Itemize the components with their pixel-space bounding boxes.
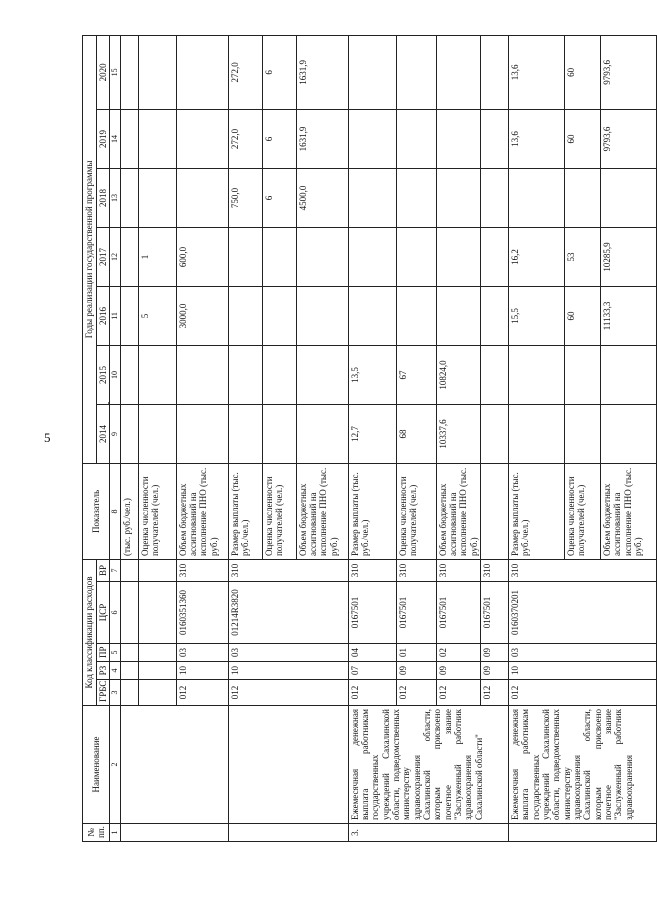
code-vr: 310 [396, 559, 436, 581]
row-number [228, 824, 348, 842]
code-rz [138, 662, 176, 680]
indicator-cell: Размер выплаты (тыс. руб./чел.) [348, 463, 396, 559]
indicator-cell [480, 463, 508, 559]
year-value-cell: 12,7 [348, 404, 396, 463]
year-value-cell [480, 109, 508, 168]
year-value-cell [262, 227, 296, 286]
row-name [120, 706, 228, 824]
year-value-cell [296, 286, 348, 345]
column-index: 7 [110, 559, 120, 581]
year-value-cell [348, 168, 396, 227]
table-row [508, 35, 564, 841]
year-value-cell [508, 404, 564, 463]
code-rz: 09 [480, 662, 508, 680]
year-value-cell [600, 404, 656, 463]
row-name [228, 706, 348, 824]
indicator-cell: Объем бюджетных ассигнований на исполнение ПНО (тыс. руб.) [176, 463, 228, 559]
program-table [82, 35, 657, 842]
code-vr: 310 [436, 559, 480, 581]
column-index: 12 [110, 227, 120, 286]
code-csr [138, 582, 176, 644]
year-value-cell: 6 [262, 35, 296, 109]
code-vr [120, 559, 138, 581]
code-pr: 04 [348, 644, 396, 662]
column-index: 15 [110, 35, 120, 109]
year-value-cell [296, 404, 348, 463]
year-value-cell: 16,2 [508, 227, 564, 286]
year-value-cell [120, 404, 138, 463]
column-index: 14 [110, 109, 120, 168]
year-value-cell: 6 [262, 109, 296, 168]
header-year: 2015 [97, 345, 110, 404]
year-value-cell: 13,6 [508, 109, 564, 168]
code-pr: 03 [176, 644, 228, 662]
code-grbs: 012 [396, 680, 436, 706]
header-pr: ПР [97, 644, 110, 662]
code-rz: 10 [176, 662, 228, 680]
year-value-cell: 10337,6 [436, 404, 480, 463]
column-index: 1 [110, 824, 120, 842]
year-value-cell [564, 168, 600, 227]
year-value-cell [120, 168, 138, 227]
year-value-cell: 60 [564, 35, 600, 109]
year-value-cell [396, 35, 436, 109]
year-value-cell [396, 168, 436, 227]
code-csr: 01214R3820 [228, 582, 348, 644]
year-value-cell [396, 109, 436, 168]
year-value-cell [508, 168, 564, 227]
year-value-cell: 11133,3 [600, 286, 656, 345]
column-index: 10 [110, 345, 120, 404]
code-csr: 0167501 [436, 582, 480, 644]
code-pr: 03 [508, 644, 656, 662]
year-value-cell [480, 227, 508, 286]
year-value-cell [396, 227, 436, 286]
year-value-cell [176, 404, 228, 463]
year-value-cell [262, 404, 296, 463]
code-rz [120, 662, 138, 680]
code-grbs: 012 [348, 680, 396, 706]
code-vr: 310 [176, 559, 228, 581]
row-number: 3. [348, 824, 508, 842]
indicator-cell: Оценка численности получателей (чел.) [564, 463, 600, 559]
year-value-cell [508, 345, 564, 404]
year-value-cell: 10824,0 [436, 345, 480, 404]
year-value-cell [138, 35, 176, 109]
year-value-cell: 750,0 [228, 168, 262, 227]
code-csr [120, 582, 138, 644]
year-value-cell [176, 168, 228, 227]
year-value-cell: 13,5 [348, 345, 396, 404]
indicator-cell: Размер выплаты (тыс. руб./чел.) [228, 463, 262, 559]
year-value-cell [138, 109, 176, 168]
year-value-cell: 272,0 [228, 109, 262, 168]
code-grbs: 012 [480, 680, 508, 706]
code-grbs: 012 [176, 680, 228, 706]
code-rz: 07 [348, 662, 396, 680]
year-value-cell: 1631,9 [296, 35, 348, 109]
code-csr: 0160351360 [176, 582, 228, 644]
year-value-cell [436, 168, 480, 227]
indicator-cell: Оценка численности получателей (чел.) [138, 463, 176, 559]
row-name: Ежемесячная денежная выплата работникам государственных учреждений Сахалинской области, подведомственных министерству здравоохранения Сахалинской области, которым присвоено почетное звание "Заслуженный работник здравоохранения [508, 706, 656, 824]
code-pr: 02 [436, 644, 480, 662]
table-row [348, 35, 396, 841]
code-vr: 310 [228, 559, 348, 581]
code-vr [138, 559, 176, 581]
code-vr: 310 [348, 559, 396, 581]
year-value-cell [600, 345, 656, 404]
year-value-cell [480, 35, 508, 109]
year-value-cell [120, 345, 138, 404]
rotated-table-wrapper [82, 36, 642, 842]
table-body [120, 35, 656, 841]
indicator-cell: Оценка численности получателей (чел.) [396, 463, 436, 559]
header-year: 2018 [97, 168, 110, 227]
header-year: 2014 [97, 404, 110, 463]
header-year: 2020 [97, 35, 110, 109]
indicator-cell: Оценка численности получателей (чел.) [262, 463, 296, 559]
code-rz: 10 [228, 662, 348, 680]
code-grbs: 012 [436, 680, 480, 706]
year-value-cell: 9793,6 [600, 109, 656, 168]
column-index: 2 [110, 706, 120, 824]
year-value-cell: 60 [564, 109, 600, 168]
header-code-group: Код классификации расходов [83, 559, 97, 705]
column-index: 5 [110, 644, 120, 662]
year-value-cell [436, 286, 480, 345]
column-index: 6 [110, 582, 120, 644]
code-pr [120, 644, 138, 662]
code-rz: 09 [396, 662, 436, 680]
year-value-cell [348, 286, 396, 345]
code-pr [138, 644, 176, 662]
header-year: 2019 [97, 109, 110, 168]
table-row [120, 35, 138, 841]
code-pr: 09 [480, 644, 508, 662]
year-value-cell [138, 168, 176, 227]
header-grbs: ГРБС [97, 680, 110, 706]
code-rz: 09 [436, 662, 480, 680]
code-grbs: 012 [228, 680, 348, 706]
year-value-cell: 15,5 [508, 286, 564, 345]
column-index: 3 [110, 680, 120, 706]
column-index: 9 [110, 404, 120, 463]
indicator-cell: Объем бюджетных ассигнований на исполнение ПНО (тыс. руб.) [296, 463, 348, 559]
year-value-cell: 600,0 [176, 227, 228, 286]
row-number [120, 824, 228, 842]
year-value-cell [480, 286, 508, 345]
header-year: 2017 [97, 227, 110, 286]
year-value-cell: 53 [564, 227, 600, 286]
year-value-cell: 1 [138, 227, 176, 286]
year-value-cell [120, 286, 138, 345]
year-value-cell: 67 [396, 345, 436, 404]
header-year: 2016 [97, 286, 110, 345]
row-name: Ежемесячная денежная выплата работникам государственных учреждений Сахалинской области, подведомственных министерству здравоохранения Сахалинской области, которым присвоено почетное звание "Заслуженный работник здравоохранения Сахалинской области" [348, 706, 508, 824]
year-value-cell [120, 227, 138, 286]
year-value-cell: 272,0 [228, 35, 262, 109]
year-value-cell [228, 227, 262, 286]
column-index: 13 [110, 168, 120, 227]
indicator-cell: Объем бюджетных ассигнований на исполнение ПНО (тыс. руб.) [600, 463, 656, 559]
year-value-cell [348, 35, 396, 109]
indicator-cell: Размер выплаты (тыс. руб./чел.) [508, 463, 564, 559]
table-row [228, 35, 262, 841]
header-vr: ВР [97, 559, 110, 581]
code-csr: 0167501 [396, 582, 436, 644]
year-value-cell [436, 35, 480, 109]
indicator-cell: (тыс. руб./чел.) [120, 463, 138, 559]
year-value-cell: 3000,0 [176, 286, 228, 345]
code-csr: 0160370201 [508, 582, 656, 644]
year-value-cell: 68 [396, 404, 436, 463]
year-value-cell [564, 404, 600, 463]
year-value-cell: 1631,9 [296, 109, 348, 168]
header-csr: ЦСР [97, 582, 110, 644]
year-value-cell [138, 345, 176, 404]
year-value-cell [348, 227, 396, 286]
year-value-cell [600, 168, 656, 227]
year-value-cell: 9793,6 [600, 35, 656, 109]
code-vr: 310 [508, 559, 656, 581]
year-value-cell [564, 345, 600, 404]
code-pr: 03 [228, 644, 348, 662]
year-value-cell [348, 109, 396, 168]
page-number: 5 [44, 430, 51, 445]
header-num: № пп. [83, 824, 110, 842]
code-csr: 0167501 [348, 582, 396, 644]
year-value-cell [480, 345, 508, 404]
year-value-cell [296, 345, 348, 404]
column-index: 4 [110, 662, 120, 680]
header-years-group: Годы реализации государственной программы [83, 35, 97, 463]
code-rz: 10 [508, 662, 656, 680]
year-value-cell [176, 109, 228, 168]
header-rz: РЗ [97, 662, 110, 680]
code-grbs: 012 [508, 680, 656, 706]
year-value-cell [120, 109, 138, 168]
year-value-cell [228, 404, 262, 463]
year-value-cell: 5 [138, 286, 176, 345]
year-value-cell [262, 345, 296, 404]
year-value-cell [480, 168, 508, 227]
year-value-cell: 13,6 [508, 35, 564, 109]
year-value-cell [396, 286, 436, 345]
year-value-cell [480, 404, 508, 463]
code-grbs [138, 680, 176, 706]
year-value-cell [262, 286, 296, 345]
row-number [508, 824, 656, 842]
column-index: 11 [110, 286, 120, 345]
year-value-cell [176, 345, 228, 404]
header-indicator: Показатель [83, 463, 110, 559]
header-name: Наименование [83, 706, 110, 824]
year-value-cell [436, 109, 480, 168]
indicator-cell: Объем бюджетных ассигнований на исполнение ПНО (тыс. руб.) [436, 463, 480, 559]
year-value-cell [436, 227, 480, 286]
year-value-cell [296, 227, 348, 286]
code-vr: 310 [480, 559, 508, 581]
column-index: 8 [110, 463, 120, 559]
year-value-cell [120, 35, 138, 109]
year-value-cell: 10285,9 [600, 227, 656, 286]
year-value-cell [228, 286, 262, 345]
year-value-cell [228, 345, 262, 404]
year-value-cell [138, 404, 176, 463]
code-csr: 0167501 [480, 582, 508, 644]
code-pr: 01 [396, 644, 436, 662]
year-value-cell: 60 [564, 286, 600, 345]
year-value-cell: 4500,0 [296, 168, 348, 227]
code-grbs [120, 680, 138, 706]
year-value-cell: 6 [262, 168, 296, 227]
year-value-cell [176, 35, 228, 109]
